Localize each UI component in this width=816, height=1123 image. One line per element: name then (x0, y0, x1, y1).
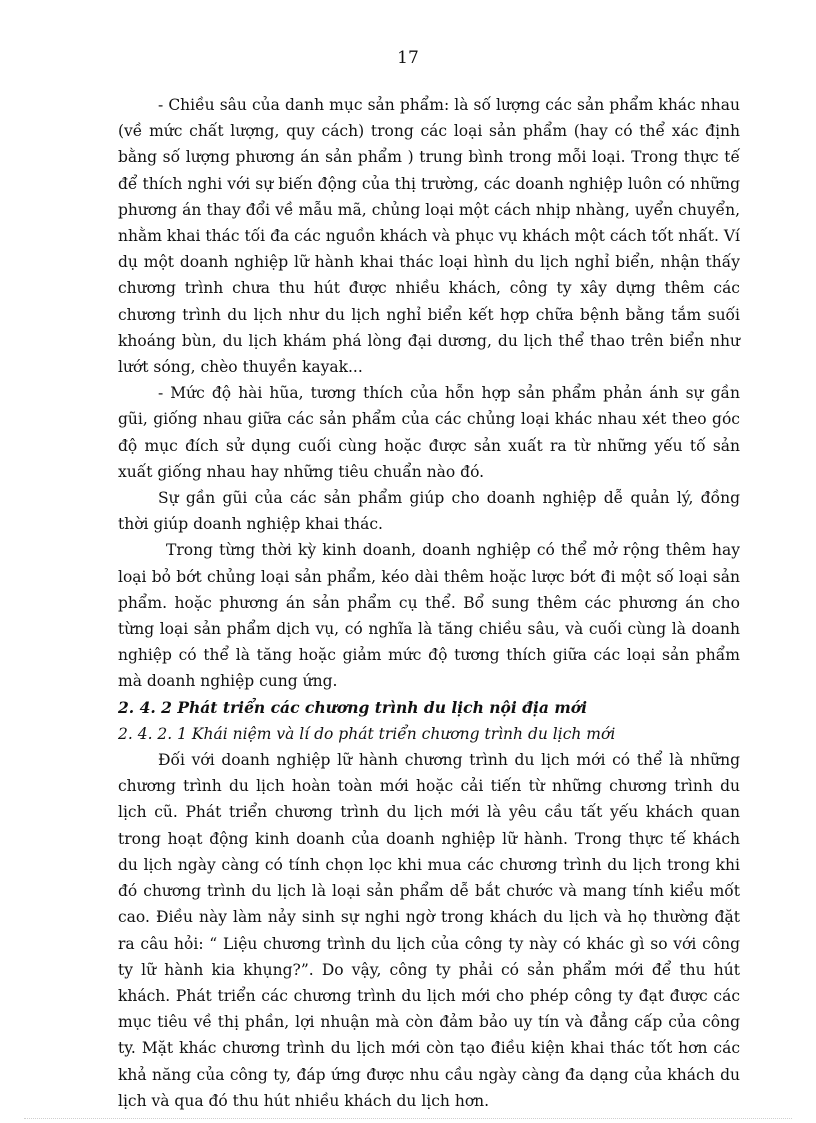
subsection-heading: 2. 4. 2. 1 Khái niệm và lí do phát triển chương trình du lịch mới (118, 724, 616, 743)
page-bottom-rule (24, 1118, 792, 1119)
paragraph-product-closeness: Sự gần gũi của các sản phẩm giúp cho doanh nghiệp dễ quản lý, đồng thời giúp doanh nghiệp khai thác. (118, 489, 740, 534)
document-body (118, 92, 740, 1114)
paragraph-new-tour-programs: Đối với doanh nghiệp lữ hành chương trình du lịch mới có thể là những chương trình du lịch hoàn toàn mới hoặc cải tiến từ những chương trình du lịch cũ. Phát triển chương trình du lịch mới là yêu cầu tất yếu khách quan trong hoạt động kinh doanh của doanh nghiệp lữ hành. Trong thực tế khách du lịch ngày càng có tính chọn lọc khi mua các chương trình du lịch trong khi đó chương trình du lịch là loại sản phẩm dễ bắt chước và mang tính kiểu mốt cao. Điều này làm nảy sinh sự nghi ngờ trong khách du lịch và họ thường đặt ra câu hỏi: “ Liệu chương trình du lịch của công ty này có khác gì so với công ty lữ hành kia khụng?”. Do vậy, công ty phải có sản phẩm mới để thu hút khách. Phát triển các chương trình du lịch mới cho phép công ty đạt được các mục tiêu về thị phần, lợi nhuận mà còn đảm bảo uy tín và đẳng cấp của công ty. Mặt khác chương trình du lịch mới còn tạo điều kiện khai thác tốt hơn các khả năng của công ty, đáp ứng được nhu cầu ngày càng đa dạng của khách du lịch và qua đó thu hút nhiều khách du lịch hơn. (118, 751, 740, 1110)
section-heading: 2. 4. 2 Phát triển các chương trình du lịch nội địa mới (118, 697, 587, 717)
paragraph-product-consistency: - Mức độ hài hũa, tương thích của hỗn hợp sản phẩm phản ánh sự gần gũi, giống nhau giữa các sản phẩm của các chủng loại khác nhau xét theo góc độ mục đích sử dụng cuối cùng hoặc được sản xuất ra từ những yếu tố sản xuất giống nhau hay những tiêu chuẩn nào đó. (118, 384, 740, 481)
page-number: 17 (397, 48, 419, 68)
paragraph-product-depth: - Chiều sâu của danh mục sản phẩm: là số lượng các sản phẩm khác nhau (về mức chất lượng, quy cách) trong các loại sản phẩm (hay có thể xác định bằng số lượng phương án sản phẩm ) trung bình trong mỗi loại. Trong thực tế để thích nghi với sự biến động của thị trường, các doanh nghiệp luôn có những phương án thay đổi về mẫu mã, chủng loại một cách nhịp nhàng, uyển chuyển, nhằm khai thác tối đa các nguồn khách và phục vụ khách một cách tốt nhất. Ví dụ một doanh nghiệp lữ hành khai thác loại hình du lịch nghỉ biển, nhận thấy chương trình chưa thu hút được nhiều khách, công ty xây dựng thêm các chương trình du lịch như du lịch nghỉ biển kết hợp chữa bệnh bằng tắm suối khoáng bùn, du lịch khám phá lòng đại dương, du lịch thể thao trên biển như lướt sóng, chèo thuyền kayak... (118, 96, 740, 377)
paragraph-product-expansion: Trong từng thời kỳ kinh doanh, doanh nghiệp có thể mở rộng thêm hay loại bỏ bớt chủng loại sản phẩm, kéo dài thêm hoặc lược bớt đi một số loại sản phẩm. hoặc phương án sản phẩm cụ thể. Bổ sung thêm các phương án cho từng loại sản phẩm dịch vụ, có nghĩa là tăng chiều sâu, và cuối cùng là doanh nghiệp có thể là tăng hoặc giảm mức độ tương thích giữa các loại sản phẩm mà doanh nghiệp cung ứng. (118, 541, 740, 691)
